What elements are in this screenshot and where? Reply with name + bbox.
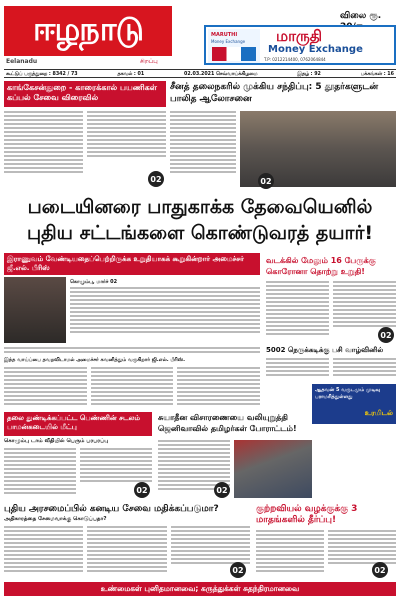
story-hunger[interactable] <box>266 346 396 380</box>
story-constitution-headline: புதிய அரசமைப்பில் கனடிய சேவை மதிக்கப்படுமா? <box>4 504 219 514</box>
footer-banner-text: உண்மைகள் புனிதமானவை; கருத்துக்கள் சுதந்திரமானவை <box>100 584 300 593</box>
story-ferry[interactable] <box>4 81 166 189</box>
masthead <box>0 0 400 68</box>
sidebar-ad[interactable] <box>312 384 396 424</box>
story-hunger-body <box>266 358 396 378</box>
story-minister-headline: இராணுவம் வேண்டியதைப்பெற்றிருக்க உறுதியாகக் கூறுகின்றார் அமைச்சர் ஜீ.எல். பீரிஸ் <box>4 253 260 275</box>
ad-brand: மாருதி <box>276 27 323 45</box>
page-ref-badge[interactable]: 02 <box>378 327 394 343</box>
story-constitution-columns <box>4 526 250 574</box>
ad-subtitle: Money Exchange <box>268 44 363 55</box>
minister-photo <box>4 277 66 343</box>
story-minister[interactable] <box>4 253 260 409</box>
issue-bar <box>4 69 396 78</box>
sidebar-ad-label: உரமிடல் <box>364 409 393 417</box>
page-ref-badge[interactable]: 02 <box>372 562 388 578</box>
masthead-sub-right: சிறப்பு <box>140 58 158 65</box>
story-verdict[interactable] <box>256 504 396 580</box>
story-minister-body-lower <box>4 347 260 355</box>
ad-phone: T.P: 0212214400, 0762064844 <box>264 57 326 62</box>
story-china-text <box>170 111 236 175</box>
story-geneva-headline: சுயாதீன விசாரணையை வலியுறுத்தி ஜெனிவாவில் தமிழர்கள் போராட்டம்! <box>158 413 297 433</box>
issue-item: 02.03.2021 செவ்வாய்க்கிழமை <box>184 71 258 77</box>
main-headline-line2: புதிய சட்டங்களை கொண்டுவரத் தயார்! <box>26 222 374 244</box>
story-covid-headline: வடக்கில் மேலும் 16 பேருக்கு கொரோனா தொற்று உறுதி! <box>266 256 376 276</box>
story-china[interactable] <box>170 81 396 189</box>
story-constitution-sub: அதிகாரத்தை சேமைவாக்கு கொடுப்பதா? <box>4 516 107 522</box>
story-minister-dateline: கொழும்பு, மார்ச் 02 <box>70 279 118 285</box>
story-body-headline: தலை துண்டிக்கப்பட்ட பெண்ணின் சடலம் பாமன்கடையில் மீட்பு <box>4 412 152 436</box>
story-covid[interactable] <box>266 255 396 343</box>
story-china-headline: சீனத் தலைநகரில் முக்கிய சந்திப்பு: 5 தூதர்களுடன் பாலித ஆலோசனை <box>170 82 379 104</box>
issue-item: பக்கங்கள் : 16 <box>360 71 394 77</box>
ad-left-text: Money Exchange <box>211 39 246 44</box>
page-ref-badge[interactable]: 02 <box>214 482 230 498</box>
masthead-logo-box <box>4 6 172 56</box>
masthead-title: ஈழநாடு <box>32 10 144 48</box>
page-ref-badge[interactable]: 02 <box>230 562 246 578</box>
price-label: விலை ரூ. <box>340 11 382 21</box>
page-ref-badge[interactable]: 02 <box>148 171 164 187</box>
story-body-found[interactable] <box>4 412 152 500</box>
story-constitution[interactable] <box>4 504 250 580</box>
main-headline[interactable] <box>4 194 396 250</box>
issue-item: கூட்டுப் பருத்துறை : 8342 / 73 <box>6 71 78 77</box>
story-body-columns <box>4 448 152 496</box>
main-headline-line1: படையினரை பாதுகாக்க தேவையெனில் <box>27 196 373 218</box>
ad-left-panel <box>208 29 260 63</box>
flag-icon <box>212 47 256 61</box>
ad-left-brand: MARUTHI <box>211 32 238 38</box>
geneva-protest-photo <box>234 440 312 498</box>
issue-item: இதழ் : 92 <box>297 71 321 77</box>
footer-banner <box>4 582 396 596</box>
story-verdict-headline: குற்றவியல் வழக்குக்கு 3 மாதங்களில் தீர்ப்பு! <box>256 504 358 525</box>
story-minister-columns <box>4 367 260 407</box>
story-ferry-body <box>4 111 166 187</box>
story-minister-bottom-line: இந்த வாய்ப்பை தவறவிடாமல் அமைச்சர் கவனித்தும் வருகிறார் ஜி.எல். பீரிஸ். <box>4 357 185 363</box>
story-hunger-headline: 5002 நெருக்கடிக்கு பசி வாழ்வினில் <box>266 346 384 354</box>
money-exchange-ad[interactable] <box>204 25 396 65</box>
story-minister-body <box>70 287 260 335</box>
story-ferry-headline: காங்கேசன்துறை - காரைக்கால் பயணிகள் கப்பல் சேவை விரைவில் <box>4 81 166 107</box>
story-covid-body <box>266 281 396 337</box>
masthead-subtitle: Eelanadu <box>6 58 38 65</box>
issue-item: தகவல் : 01 <box>117 71 145 77</box>
story-geneva[interactable] <box>158 412 312 500</box>
page-ref-badge[interactable]: 02 <box>134 482 150 498</box>
sidebar-ad-title: ஆதவன் 5 வருடமும் முடிவு பராமரித்துள்ளது <box>315 387 381 400</box>
story-body-sub: கொழும்பு டாம் வீதியில் பெரும் பரபரப்பு <box>4 438 109 444</box>
page-ref-badge[interactable]: 02 <box>258 173 274 189</box>
